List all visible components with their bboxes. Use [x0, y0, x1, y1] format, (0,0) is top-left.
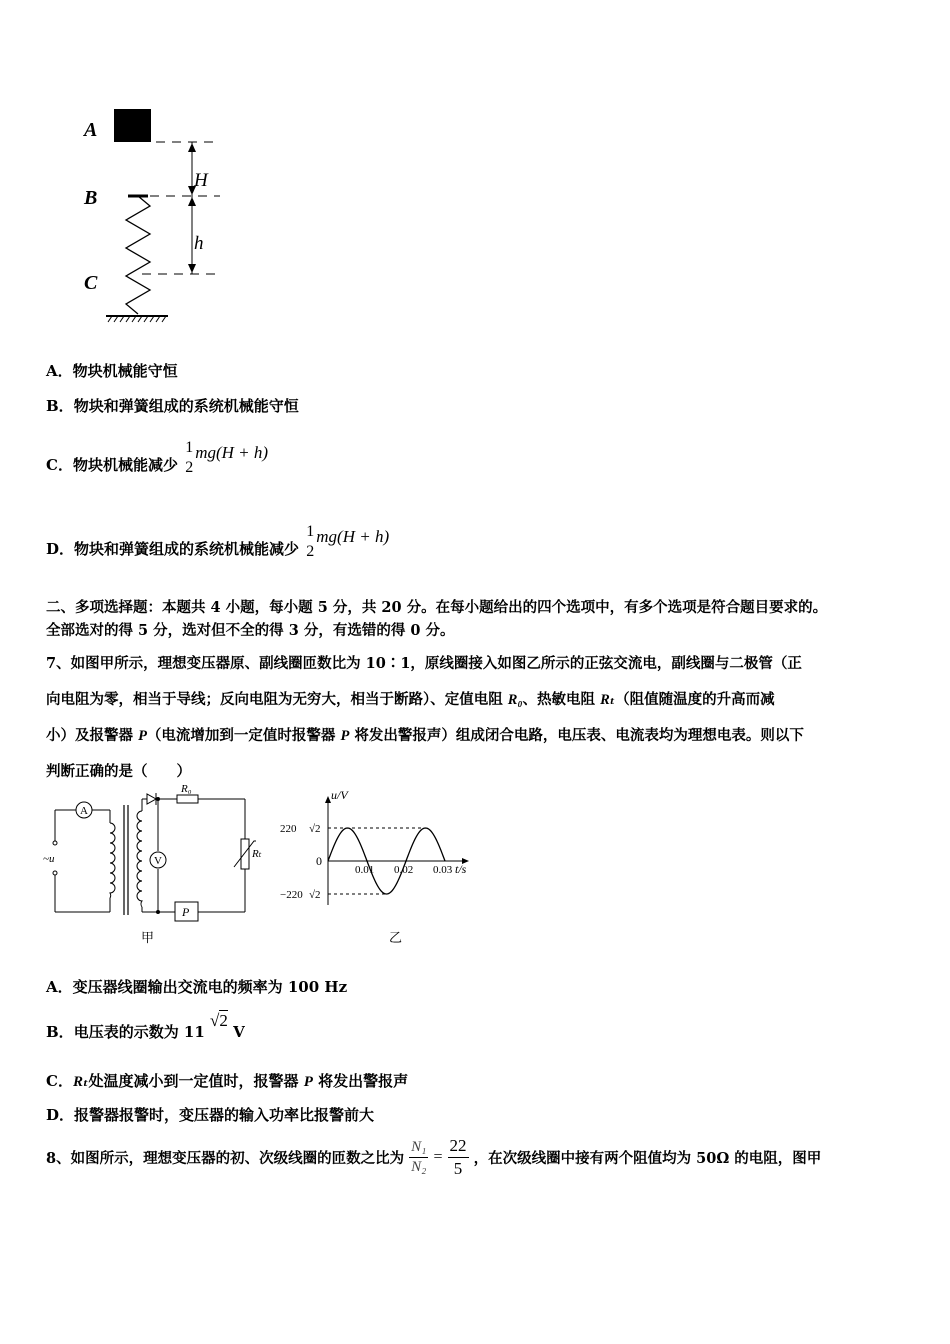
x-axis-label: t/s [455, 862, 467, 876]
label-b: B [84, 187, 98, 209]
q7-option-a[interactable] [46, 976, 347, 997]
option-text: 变压器线圈输出交流电的频率为 100 Hz [72, 978, 348, 996]
option-letter: C． [46, 456, 73, 474]
y-tick-sqrt: √2 [309, 823, 321, 835]
option-letter: D． [46, 540, 75, 558]
fraction-numerator: 1 [306, 523, 315, 540]
sqrt-2: √2 [210, 1011, 228, 1030]
r0-symbol: R₀ [507, 692, 523, 708]
spring-block-figure [70, 100, 240, 350]
source-label: ~u [43, 853, 55, 865]
label-H: H [194, 170, 208, 191]
option-letter: A． [46, 362, 73, 380]
ratio-value-fraction [448, 1136, 469, 1179]
option-text: 物块和弹簧组成的系统机械能减少 [74, 540, 300, 558]
voltmeter-label: V [154, 855, 162, 867]
ammeter-label: A [80, 805, 88, 817]
resistor-r0 [177, 795, 198, 803]
option-text-b: 将发出警报声 [312, 1072, 409, 1090]
option-letter: B． [46, 1023, 74, 1041]
option-letter: A． [46, 978, 73, 996]
equals: = [433, 1148, 443, 1166]
p-symbol: P [303, 1074, 313, 1090]
block [114, 109, 151, 142]
q7-option-b[interactable] [46, 1010, 245, 1041]
unit: V [233, 1023, 245, 1041]
rt-label: Rₜ [252, 848, 262, 860]
x-tick-label: 0.02 [394, 864, 414, 876]
spring [126, 196, 150, 314]
q7-stem [46, 646, 908, 790]
section-2-header [46, 596, 908, 642]
math-expression: mg(H + h) [316, 527, 390, 546]
turns-ratio-fraction [409, 1139, 428, 1176]
option-letter: C． [46, 1072, 73, 1090]
q7-option-d[interactable] [46, 1104, 374, 1125]
y-tick-sqrt: √2 [309, 889, 321, 901]
p-label: P [182, 905, 190, 919]
q6-option-b[interactable] [46, 395, 299, 416]
p-symbol: P [138, 728, 147, 744]
q8-text-a: 8、如图所示，理想变压器的初、次级线圈的匝数之比为 [46, 1150, 405, 1167]
ratio-denominator: 5 [453, 1159, 463, 1178]
n1: N₁ [409, 1139, 428, 1158]
q7-line-3 [46, 718, 908, 754]
q7-option-c[interactable] [46, 1070, 408, 1091]
q8-stem [46, 1136, 821, 1179]
origin-label: 0 [316, 854, 322, 868]
label-h: h [194, 233, 204, 254]
option-text-a: 处温度减小到一定值时，报警器 [88, 1072, 304, 1090]
option-text: 物块机械能减少 [72, 456, 178, 474]
n2: N₂ [411, 1159, 427, 1175]
x-tick-label: 0.03 [433, 864, 453, 876]
p-symbol: P [340, 728, 350, 744]
q7-line-2-b: 、热敏电阻 [522, 691, 601, 708]
fraction-denominator: 2 [306, 543, 315, 560]
section-2-line-2: 全部选对的得 5 分，选对但不全的得 3 分，有选错的得 0 分。 [46, 622, 455, 639]
q7-line-3-b: （电流增加到一定值时报警器 [146, 727, 341, 744]
option-text: 物块机械能守恒 [72, 362, 178, 380]
section-2-line-1: 二、多项选择题：本题共 4 小题，每小题 5 分，共 20 分。在每小题给出的四个选项中，有多个选项是符合题目要求的。 [46, 599, 828, 616]
x-tick-label: 0.01 [355, 864, 375, 876]
y-axis-label: u/V [331, 788, 348, 802]
option-letter: D． [46, 1106, 75, 1124]
option-text: 报警器报警时，变压器的输入功率比报警前大 [74, 1106, 375, 1124]
rt-symbol: Rₜ [600, 692, 616, 708]
q6-option-c[interactable] [46, 428, 268, 477]
option-text: 电压表的示数为 11 [73, 1023, 205, 1041]
q8-text-b: ，在次级线圈中接有两个阻值均为 50Ω 的电阻，图甲 [473, 1150, 822, 1167]
voltage-chart [275, 785, 480, 950]
label-a: A [84, 119, 98, 141]
r0-label: R₀ [181, 785, 192, 795]
y-tick-label: −220 [280, 889, 303, 901]
option-letter: B． [46, 397, 74, 415]
q7-line-2-c: （阻值随温度的升高而减 [615, 691, 775, 708]
ratio-numerator: 22 [448, 1136, 469, 1158]
arrow-up-top [188, 143, 196, 152]
thermistor-rt [241, 839, 249, 869]
fraction-half [304, 523, 316, 561]
math-expression: mg(H + h) [195, 443, 269, 462]
q7-line-2 [46, 682, 908, 718]
diode [147, 794, 156, 804]
label-c: C [84, 272, 98, 294]
y-tick-label: 220 [280, 823, 297, 835]
q7-line-3-a: 小）及报警器 [46, 727, 139, 744]
q7-line-4: 判断正确的是（ ） [46, 763, 191, 780]
chart-caption: 乙 [389, 930, 403, 945]
q7-line-2-a: 向电阻为零，相当于导线；反向电阻为无穷大，相当于断路）、定值电阻 [46, 691, 508, 708]
circuit-diagram [40, 785, 270, 950]
q7-line-3-c: 将发出警报声）组成闭合电路，电压表、电流表均为理想电表。则以下 [349, 727, 804, 744]
fraction-half [183, 439, 195, 477]
fraction-numerator: 1 [185, 439, 194, 456]
option-text: 物块和弹簧组成的系统机械能守恒 [73, 397, 299, 415]
sqrt-radicand: 2 [219, 1011, 228, 1030]
arrow-up-h [188, 197, 196, 206]
fraction-denominator: 2 [185, 459, 194, 476]
q6-option-d[interactable] [46, 512, 389, 561]
q6-option-a[interactable] [46, 360, 178, 381]
arrow-down-bottom [188, 264, 196, 273]
circuit-caption: 甲 [141, 930, 155, 945]
rt-symbol: Rₜ [72, 1074, 89, 1090]
q7-line-1: 7、如图甲所示，理想变压器原、副线圈匝数比为 10∶1，原线圈接入如图乙所示的正弦交流电，副线圈与二极管（正 [46, 655, 802, 672]
